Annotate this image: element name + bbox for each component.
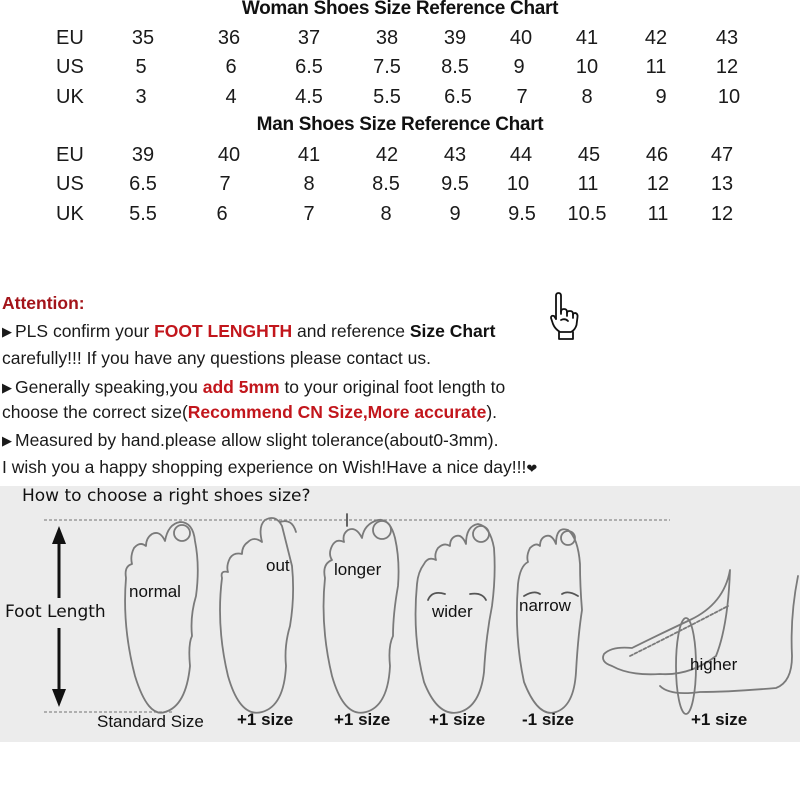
table-row-us xyxy=(0,56,800,86)
table-cell: 3 xyxy=(135,86,147,108)
foot-normal-icon xyxy=(125,522,198,713)
table-cell: 8 xyxy=(380,203,392,225)
table-cell: 7 xyxy=(303,203,315,225)
table-cell: 10.5 xyxy=(567,203,607,225)
guide-title: How to choose a right shoes size? xyxy=(22,486,311,506)
blank-footer xyxy=(0,742,800,800)
table-row-uk xyxy=(0,86,800,116)
notice-text: to your original foot length to xyxy=(279,377,506,397)
table-cell: 44 xyxy=(509,144,533,166)
table-cell: 13 xyxy=(710,173,734,195)
table-cell: 40 xyxy=(217,144,241,166)
table-cell: 43 xyxy=(443,144,467,166)
table-cell: 41 xyxy=(297,144,321,166)
table-cell: 10 xyxy=(575,56,599,78)
table-cell: 9 xyxy=(449,203,461,225)
size-adjustment-label: +1 size xyxy=(691,710,748,729)
table-cell: 45 xyxy=(577,144,601,166)
table-cell: 4 xyxy=(225,86,237,108)
table-cell: 6.5 xyxy=(295,56,323,78)
notice-text: Measured by hand.please allow slight tolerance(about0-3mm). xyxy=(15,430,499,450)
table-cell: 36 xyxy=(217,27,241,49)
notice-line-1 xyxy=(2,321,495,342)
table-cell: 6.5 xyxy=(129,173,157,195)
table-cell: 41 xyxy=(575,27,599,49)
table-cell: 10 xyxy=(506,173,530,195)
foot-type-label: normal xyxy=(129,582,181,601)
table-cell: 39 xyxy=(131,144,155,166)
table-cell: 6 xyxy=(216,203,228,225)
notice-line-4 xyxy=(2,402,497,423)
size-adjustment-label: +1 size xyxy=(237,710,294,729)
row-label: EU xyxy=(56,27,84,49)
table-cell: 10 xyxy=(717,86,741,108)
table-cell: 38 xyxy=(375,27,399,49)
notice-text: ). xyxy=(486,402,498,422)
table-cell: 42 xyxy=(375,144,399,166)
notice-text: and reference xyxy=(292,321,410,341)
notice-line-5 xyxy=(2,430,498,451)
foot-longer-icon xyxy=(324,514,399,713)
size-adjustment-label: -1 size xyxy=(522,710,574,729)
table-cell: 7.5 xyxy=(373,56,401,78)
size-chart-emphasis: Size Chart xyxy=(409,321,496,341)
table-row-eu xyxy=(0,144,800,174)
heart-icon: ❤ xyxy=(526,461,538,476)
table-cell: 11 xyxy=(577,173,599,195)
table-cell: 9.5 xyxy=(441,173,469,195)
recommend-cn-size-highlight: Recommend CN Size,More accurate xyxy=(187,402,487,422)
foot-length-label: Foot Length xyxy=(5,602,106,622)
foot-type-label: wider xyxy=(432,602,473,621)
table-cell: 46 xyxy=(645,144,669,166)
table-row-uk xyxy=(0,203,800,233)
table-cell: 11 xyxy=(647,203,669,225)
foot-out-icon xyxy=(220,518,296,713)
foot-type-label: longer xyxy=(334,560,382,579)
size-adjustment-label: +1 size xyxy=(334,710,391,729)
table-cell: 6 xyxy=(225,56,237,78)
table-cell: 47 xyxy=(710,144,734,166)
table-cell: 9.5 xyxy=(508,203,536,225)
table-cell: 37 xyxy=(297,27,321,49)
pointing-hand-icon xyxy=(548,292,580,342)
notice-text: I wish you a happy shopping experience on Wish!Have a nice day!!! xyxy=(2,457,527,477)
notice-text: Generally speaking,you xyxy=(15,377,203,397)
foot-type-label: higher xyxy=(690,655,738,674)
foot-higher-icon xyxy=(603,570,798,714)
table-cell: 9 xyxy=(513,56,525,78)
table-cell: 42 xyxy=(644,27,668,49)
table-cell: 6.5 xyxy=(444,86,472,108)
notice-line-3 xyxy=(2,377,505,398)
row-label: UK xyxy=(56,86,84,108)
size-guide-panel xyxy=(0,486,800,742)
foot-narrow-icon xyxy=(517,529,582,713)
notice-line-6 xyxy=(2,457,537,478)
table-cell: 9 xyxy=(655,86,667,108)
table-cell: 39 xyxy=(443,27,467,49)
table-cell: 5.5 xyxy=(373,86,401,108)
triangle-right-icon: ▶ xyxy=(2,324,12,339)
woman-chart-title: Woman Shoes Size Reference Chart xyxy=(241,0,559,19)
notice-line-2: carefully!!! If you have any questions please contact us. xyxy=(2,348,431,368)
table-cell: 12 xyxy=(710,203,734,225)
table-cell: 5.5 xyxy=(129,203,157,225)
triangle-right-icon: ▶ xyxy=(2,433,12,448)
table-cell: 5 xyxy=(135,56,147,78)
table-cell: 4.5 xyxy=(295,86,323,108)
foot-type-label: narrow xyxy=(519,596,571,615)
table-cell: 8 xyxy=(581,86,593,108)
foot-length-highlight: FOOT LENGHTH xyxy=(154,321,293,341)
feet-illustration xyxy=(0,486,800,742)
size-adjustment-label: +1 size xyxy=(429,710,486,729)
table-cell: 8.5 xyxy=(441,56,469,78)
row-label: US xyxy=(56,56,84,78)
table-cell: 7 xyxy=(516,86,528,108)
table-cell: 11 xyxy=(645,56,667,78)
table-cell: 8.5 xyxy=(372,173,400,195)
table-cell: 43 xyxy=(715,27,739,49)
table-row-us xyxy=(0,173,800,203)
add-5mm-highlight: add 5mm xyxy=(202,377,280,397)
size-adjustment-label: Standard Size xyxy=(97,712,204,731)
table-cell: 12 xyxy=(646,173,670,195)
row-label: EU xyxy=(56,144,84,166)
row-label: UK xyxy=(56,203,84,225)
table-cell: 35 xyxy=(131,27,155,49)
foot-type-label: out xyxy=(266,556,290,575)
notice-text: PLS confirm your xyxy=(15,321,155,341)
attention-heading: Attention: xyxy=(2,293,85,313)
table-row-eu xyxy=(0,27,800,57)
man-chart-title: Man Shoes Size Reference Chart xyxy=(256,114,544,135)
table-cell: 8 xyxy=(303,173,315,195)
triangle-right-icon: ▶ xyxy=(2,380,12,395)
table-cell: 12 xyxy=(715,56,739,78)
row-label: US xyxy=(56,173,84,195)
table-cell: 40 xyxy=(509,27,533,49)
notice-text: choose the correct size( xyxy=(2,402,188,422)
table-cell: 7 xyxy=(219,173,231,195)
